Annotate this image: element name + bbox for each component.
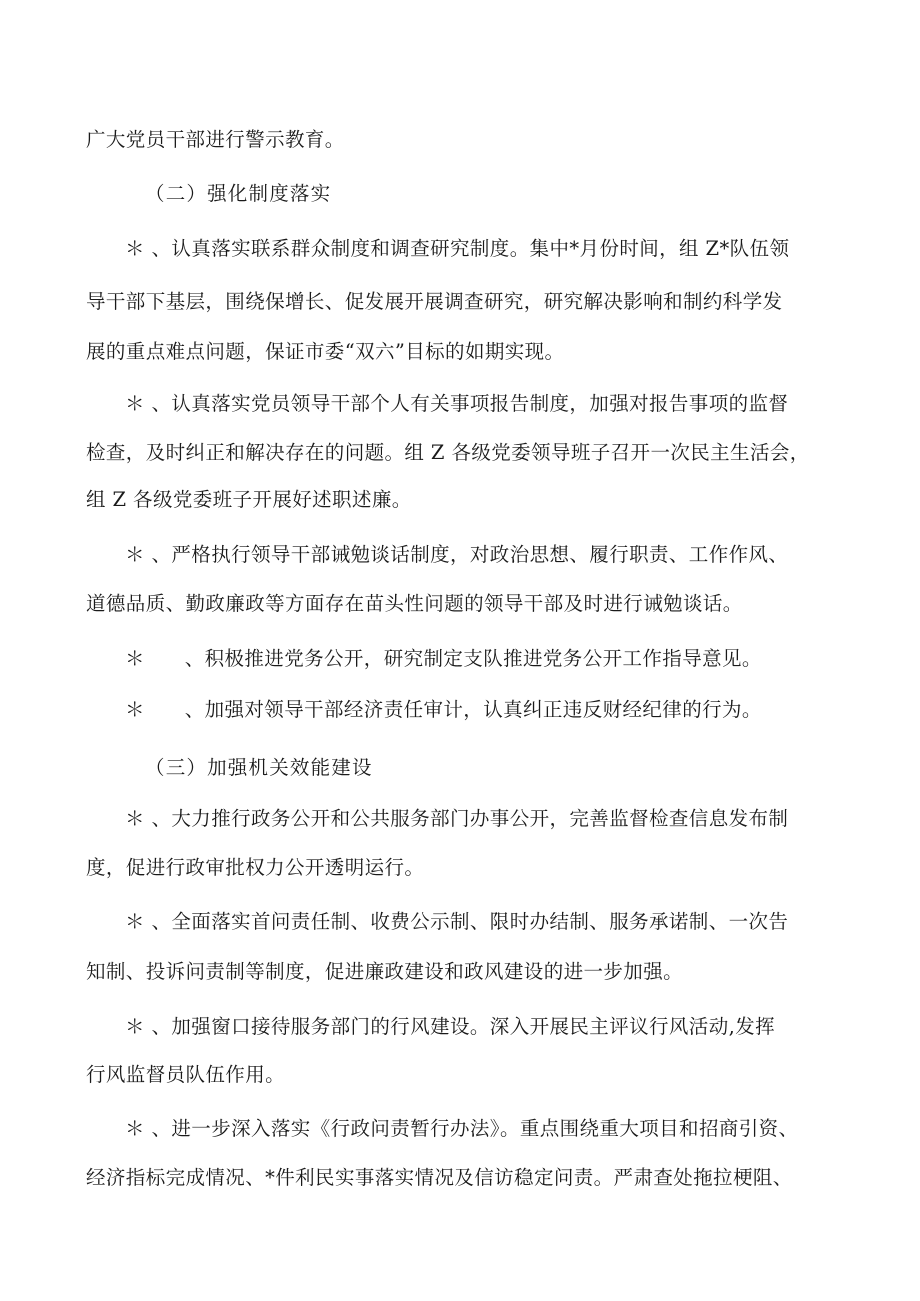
paragraph-line: 行风监督员队伍作用。 [86,1063,286,1086]
paragraph-line: ＊ 、大力推行政务公开和公共服务部门办事公开，完善监督检查信息发布制 [125,807,789,830]
section-heading-3: （三）加强机关效能建设 [145,756,373,779]
paragraph-line: ＊ 、加强窗口接待服务部门的行风建设。深入开展民主评议行风活动,发挥 [125,1015,775,1038]
paragraph-line: 广大党员干部进行警示教育。 [86,128,345,151]
paragraph-line: ＊ 、加强对领导干部经济责任审计，认真纠正违反财经纪律的行为。 [125,698,762,721]
paragraph-line: ＊ 、认真落实党员领导干部个人有关事项报告制度，加强对报告事项的监督 [125,392,789,415]
paragraph-line: ＊ 、积极推进党务公开，研究制定支队推进党务公开工作指导意见。 [125,647,762,670]
paragraph-line: ＊ 、进一步深入落实《行政问责暂行办法》。重点围绕重大项目和招商引资、 [125,1117,799,1140]
section-heading-2: （二）强化制度落实 [145,182,332,205]
paragraph-line: 导干部下基层，围绕保增长、促发展开展调查研究，研究解决影响和制约科学发 [86,290,783,313]
paragraph-line: ＊ 、认真落实联系群众制度和调查研究制度。集中*月份时间，组 Z*队伍领 [125,237,790,260]
paragraph-line: 知制、投诉问责制等制度，促进廉政建设和政风建设的进一步加强。 [86,960,684,983]
paragraph-line: 组 Z 各级党委班子开展好述职述廉。 [86,488,412,511]
paragraph-line: 经济指标完成情况、*件利民实事落实情况及信访稳定问责。严肃查处拖拉梗阻、 [86,1166,793,1189]
paragraph-line: 展的重点难点问题，保证市委“双六”目标的如期实现。 [86,340,565,363]
paragraph-line: ＊ 、全面落实首问责任制、收费公示制、限时办结制、服务承诺制、一次告 [125,910,789,933]
paragraph-line: ＊ 、严格执行领导干部诫勉谈话制度，对政治思想、履行职责、工作作风、 [125,543,789,566]
paragraph-line: 度，促进行政审批权力公开透明运行。 [86,856,425,879]
paragraph-line: 道德品质、勤政廉政等方面存在苗头性问题的领导干部及时进行诫勉谈话。 [86,592,743,615]
paragraph-line: 检查，及时纠正和解决存在的问题。组 Z 各级党委领导班子召开一次民主生活会， [86,441,810,464]
